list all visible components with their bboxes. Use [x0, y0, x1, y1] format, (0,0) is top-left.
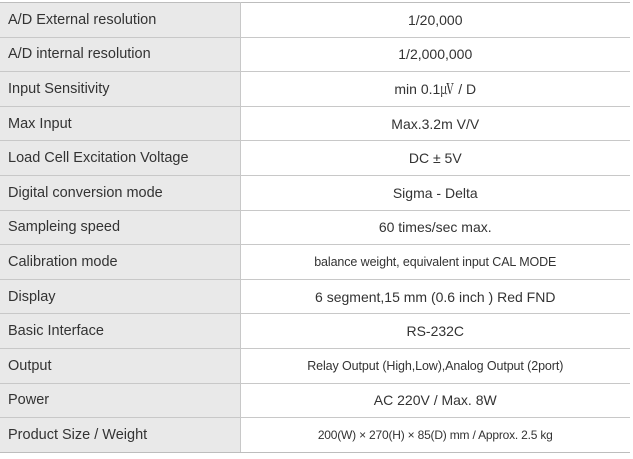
spec-label: A/D External resolution [0, 3, 240, 38]
spec-value: Relay Output (High,Low),Analog Output (2port) [240, 348, 630, 383]
spec-row-ad-external-resolution [0, 3, 630, 38]
spec-value: AC 220V / Max. 8W [240, 383, 630, 418]
spec-row-sampling-speed [0, 210, 630, 245]
spec-label: Basic Interface [0, 314, 240, 349]
spec-label: Digital conversion mode [0, 175, 240, 210]
spec-value: 1/2,000,000 [240, 37, 630, 72]
spec-row-load-cell-excitation-voltage [0, 141, 630, 176]
spec-row-basic-interface [0, 314, 630, 349]
spec-row-input-sensitivity [0, 72, 630, 107]
spec-label: Max Input [0, 106, 240, 141]
spec-value: Max.3.2m V/V [240, 106, 630, 141]
spec-table [0, 2, 630, 453]
spec-row-digital-conversion-mode [0, 175, 630, 210]
spec-value: 200(W) × 270(H) × 85(D) mm / Approx. 2.5 kg [240, 418, 630, 453]
spec-label: Calibration mode [0, 245, 240, 280]
spec-value: min 0.1㎶ / D [240, 72, 630, 107]
spec-value: 1/20,000 [240, 3, 630, 38]
spec-row-power [0, 383, 630, 418]
spec-row-display [0, 279, 630, 314]
spec-label: Output [0, 348, 240, 383]
spec-label: Power [0, 383, 240, 418]
spec-row-output [0, 348, 630, 383]
spec-value: 6 segment,15 mm (0.6 inch ) Red FND [240, 279, 630, 314]
spec-label: Sampleing speed [0, 210, 240, 245]
spec-value: DC ± 5V [240, 141, 630, 176]
spec-row-max-input [0, 106, 630, 141]
spec-label: Product Size / Weight [0, 418, 240, 453]
spec-value: balance weight, equivalent input CAL MODE [240, 245, 630, 280]
spec-label: Input Sensitivity [0, 72, 240, 107]
spec-row-ad-internal-resolution [0, 37, 630, 72]
spec-row-product-size-weight [0, 418, 630, 453]
spec-label: Load Cell Excitation Voltage [0, 141, 240, 176]
spec-label: Display [0, 279, 240, 314]
spec-value: RS-232C [240, 314, 630, 349]
spec-row-calibration-mode [0, 245, 630, 280]
spec-value: 60 times/sec max. [240, 210, 630, 245]
spec-value: Sigma - Delta [240, 175, 630, 210]
spec-label: A/D internal resolution [0, 37, 240, 72]
